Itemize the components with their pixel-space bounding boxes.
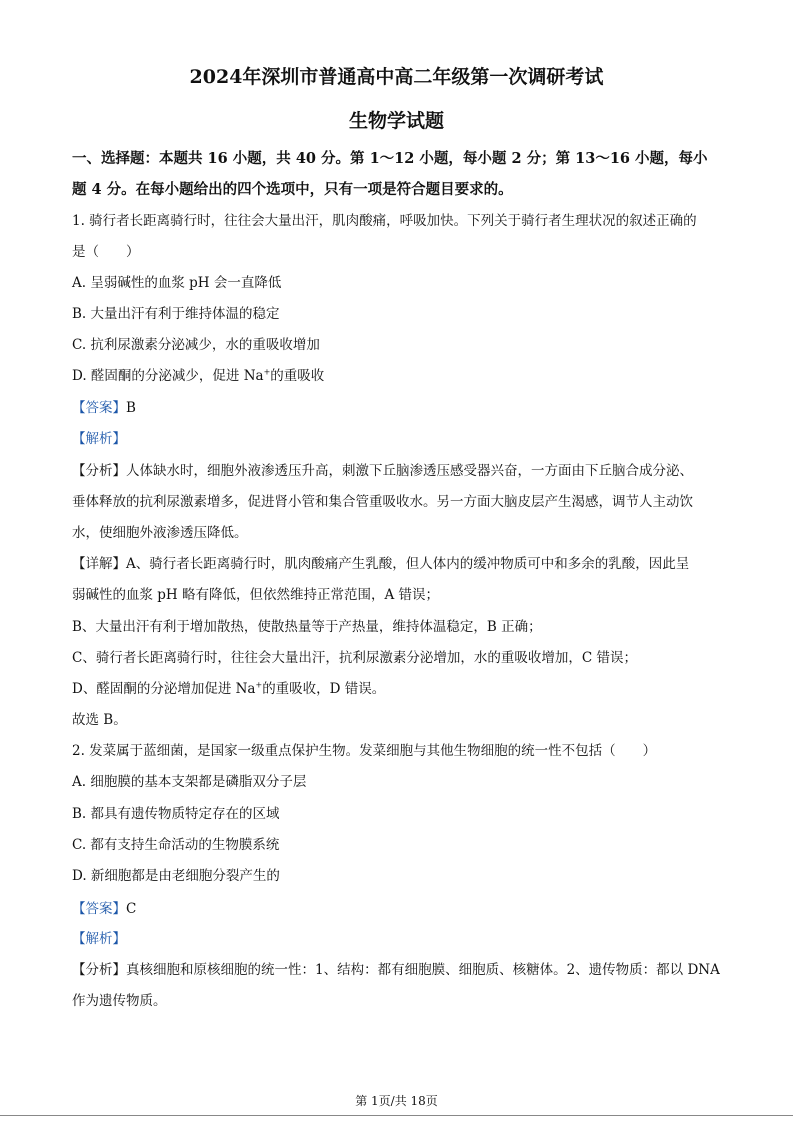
q1-detail-1 [72,555,689,573]
q2-option-a: A. 细胞膜的基本支架都是磷脂双分子层 [72,774,307,790]
exam-subtitle: 生物学试题 [348,110,444,132]
answer-tag: 【答案】 [72,400,126,416]
q2-fenxi-1 [72,961,720,979]
q1-stem-2: 是（ ） [72,244,140,260]
q1-fenxi-2: 垂体释放的抗利尿激素增多，促进肾小管和集合管重吸收水。另一方面大脑皮层产生渴感，调节人主动饮 [72,494,693,510]
q1-detail-2: 弱碱性的血浆 pH 略有降低，但依然维持正常范围，A 错误； [72,587,440,603]
q1-option-b: B. 大量出汗有利于维持体温的稳定 [72,306,280,322]
answer-value: B [126,400,136,416]
q1-fenxi-1 [72,462,693,480]
q1-conclusion: 故选 B。 [72,712,127,728]
section-instruction-2: 题 4 分。在每小题给出的四个选项中，只有一项是符合题目要求的。 [72,181,513,198]
q2-answer [72,900,136,918]
detail-tag: 【详解】 [72,556,126,572]
q1-answer [72,399,136,417]
footer-divider [0,1115,793,1116]
fenxi-text: 真核细胞和原核细胞的统一性：1、结构：都有细胞膜、细胞质、核糖体。2、遗传物质：都以 DNA [126,962,720,978]
q2-option-b: B. 都具有遗传物质特定存在的区域 [72,806,280,822]
fenxi-tag: 【分析】 [72,962,126,978]
analysis-tag: 【解析】 [72,431,126,447]
answer-tag: 【答案】 [72,901,126,917]
q1-detail-5 [72,680,385,698]
q1-option-d-tail: 的重吸收 [270,368,325,384]
q1-option-a: A. 呈弱碱性的血浆 pH 会一直降低 [72,275,282,291]
q1-fenxi-3: 水，使细胞外液渗透压降低。 [72,525,248,541]
q1-detail-3: B、大量出汗有利于增加散热，使散热量等于产热量，维持体温稳定，B 正确； [72,619,542,635]
detail-text: A、骑行者长距离骑行时，肌肉酸痛产生乳酸，但人体内的缓冲物质可中和多余的乳酸，因此呈 [126,556,690,572]
q2-option-d: D. 新细胞都是由老细胞分裂产生的 [72,868,280,884]
q2-analysis [72,930,126,948]
answer-value: C [126,901,137,917]
q1-detail-4: C、骑行者长距离骑行时，往往会大量出汗，抗利尿激素分泌增加，水的重吸收增加，C 错误； [72,650,637,666]
fenxi-text: 人体缺水时，细胞外液渗透压升高，刺激下丘脑渗透压感受器兴奋，一方面由下丘脑合成分泌、 [126,463,693,479]
detail-5-text: D、醛固酮的分泌增加促进 Na [72,681,256,697]
detail-5-sup: + [255,680,263,690]
detail-5-tail: 的重吸收，D 错误。 [262,681,386,697]
q2-option-c: C. 都有支持生命活动的生物膜系统 [72,837,280,853]
section-instruction-1: 一、选择题：本题共 16 小题，共 40 分。第 1～12 小题，每小题 2 分；第 13～16 小题，每小 [72,150,708,167]
q1-option-c: C. 抗利尿激素分泌减少，水的重吸收增加 [72,337,320,353]
q1-option-d-text: D. 醛固酮的分泌减少，促进 Na [72,368,264,384]
q1-analysis [72,430,126,448]
page-number: 第 1页/共 18页 [355,1094,438,1108]
exam-title: 2024年深圳市普通高中高二年级第一次调研考试 [189,66,604,88]
analysis-tag: 【解析】 [72,931,126,947]
q1-stem-1: 1. 骑行者长距离骑行时，往往会大量出汗，肌肉酸痛，呼吸加快。下列关于骑行者生理状况的叙述正确的 [72,213,697,229]
q1-option-d-sup: + [263,367,271,377]
q1-option-d [72,367,324,385]
q2-fenxi-2: 作为遗传物质。 [72,993,167,1009]
q2-stem: 2. 发菜属于蓝细菌，是国家一级重点保护生物。发菜细胞与其他生物细胞的统一性不包括（ ） [72,743,657,759]
fenxi-tag: 【分析】 [72,463,126,479]
